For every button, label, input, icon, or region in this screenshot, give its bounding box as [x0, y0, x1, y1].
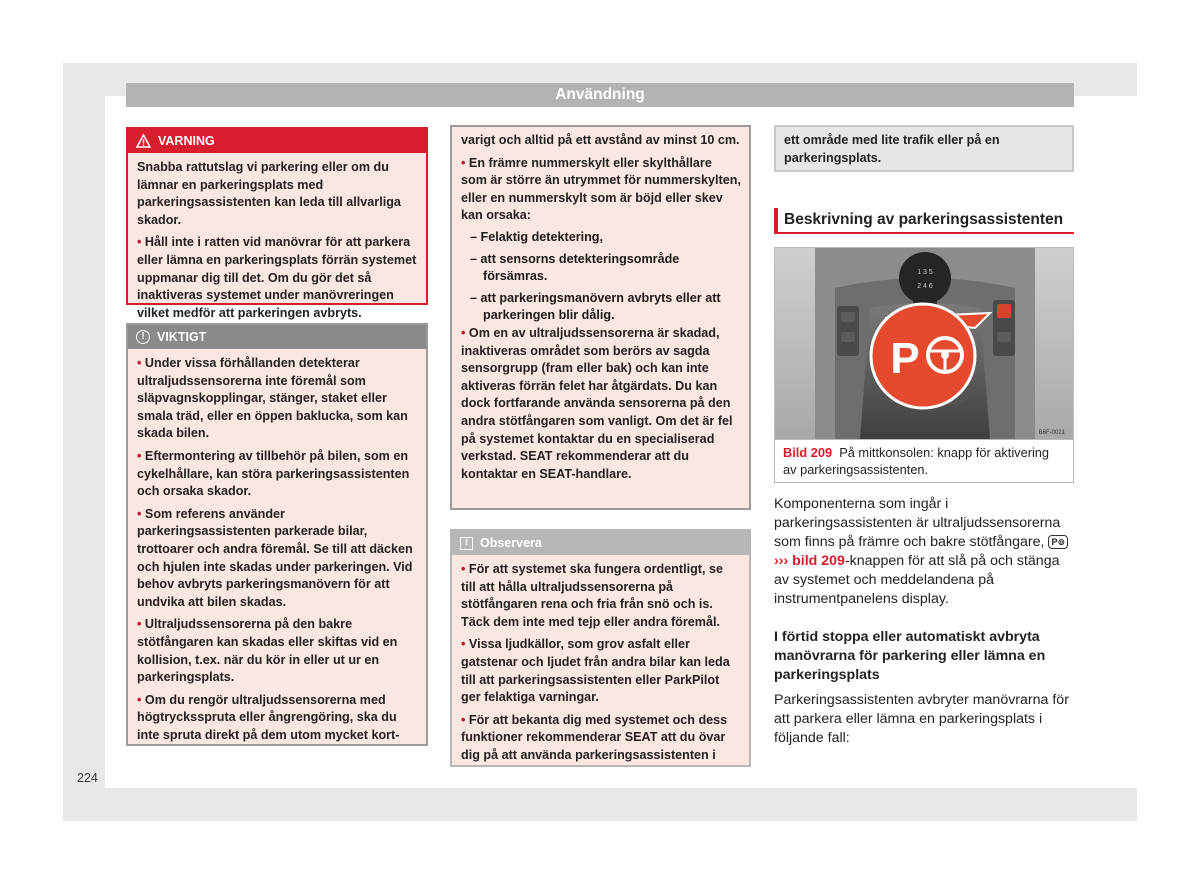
body-paragraph: Komponenterna som ingår i parkeringsassistenten är ultraljudssensorerna som finns på främre och bakre stötfångare, P⊚ ››› bild 209-knappen för att slå på och stänga av systemet och meddelandena på instrumentpanelens display. [774, 495, 1074, 609]
gear-label-bottom: 2 4 6 [917, 283, 933, 290]
figure-code: B6F-0021 [1038, 430, 1065, 436]
dash-item: – att parkeringsmanövern avbryts eller att parkeringen blir dålig. [470, 290, 721, 323]
section-title: Beskrivning av parkeringsassistenten [774, 208, 1074, 234]
bullet-icon: • [137, 356, 145, 370]
section-header: Användning [126, 83, 1074, 107]
bullet-icon: • [137, 617, 145, 632]
important-bullet: • Under vissa förhållanden detekterar ultraljudssensorerna inte föremål som släpvagnskopplingar, stänger, staket eller smala träd, eller en öppen baklucka, som kan skada bilen. [137, 356, 408, 441]
important-bullet: • Som referens använder parkeringsassistenten parkerade bilar, trottoarer och andra föremål. Se till att däcken och hjulen inte skadas under parkeringen. Vid behov avbryts parkeringsmanövern för att undvika att bilen skadas. [137, 506, 413, 609]
bullet-icon: • [137, 235, 145, 250]
body-subheading: I förtid stoppa eller automatiskt avbryta manövrarna för parkering eller lämna en parkeringsplats [774, 629, 1046, 683]
warning-title: VARNING [158, 134, 215, 148]
note-box-continued [774, 125, 1074, 172]
warning-box [126, 127, 428, 320]
important-bullet: • Om du rengör ultraljudssensorerna med högtrycksspruta eller ångrengöring, ska du inte spruta direkt på dem utom mycket kort- [137, 692, 400, 742]
important-box [126, 323, 428, 746]
note-bullet: • För att bekanta dig med systemet och dess funktioner rekommenderar SEAT att du övar dig på att använda parkeringsassistenten i [461, 712, 728, 762]
gear-label-top: 1 3 5 [917, 269, 933, 276]
note-cont-text: ett område med lite trafik eller på en parkeringsplats. [784, 133, 1000, 165]
bullet-icon: • [461, 325, 469, 340]
warning-bullet: • Håll inte i ratten vid manövrar för att parkera eller lämna en parkeringsplats förrän systemet uppmanar dig till det. Om du gör det så inaktiveras systemet under manövreringen vilket medför att parkeringen avbryts. [137, 235, 417, 320]
important-bullet: • Om en av ultraljudssensorerna är skadad, inaktiveras området som berörs av sagda sensorgrupp (fram eller bak) och kan inte aktiveras förrän felet har åtgärdats. Du kan dock fortfarande använda sensorerna på den andra stötfångaren som vanligt. Om det är fel på systemet kontaktar du en specialiserad verkstad. SEAT rekommenderar att du kontaktar en SEAT-handlare. [461, 325, 733, 481]
bullet-icon: • [461, 637, 469, 652]
page-number: 224 [77, 771, 98, 785]
note-bullet: • För att systemet ska fungera ordentligt, se till att hålla ultraljudssensorerna på stötfångaren rena och fria från snö och is. Täck dem inte med tejp eller andra föremål. [461, 562, 723, 629]
dash-item: – Felaktig detektering, [470, 229, 603, 244]
note-title: Observera [480, 536, 542, 550]
warning-box-header [128, 129, 426, 153]
figure-caption-text: På mittkonsolen: knapp för aktivering av parkeringsassistenten. [783, 445, 1050, 477]
park-assist-button-icon: P⊚ [1048, 535, 1068, 549]
warning-triangle-icon [136, 134, 151, 148]
important-bullet: • Eftermontering av tillbehör på bilen, som en cykelhållare, kan störa parkeringsassistenten och orsaka skador. [137, 448, 410, 499]
warning-text: Snabba rattutslag vi parkering eller om du lämnar en parkeringsplats med parkeringsassistenten kan leda till allvarliga skador. [137, 160, 401, 227]
important-bullet: • Ultraljudssensorerna på den bakre stötfångaren kan skadas eller skiftas vid en kollision, t.ex. när du kör in eller ut ur en parkeringsplats. [137, 617, 398, 685]
important-bullet: • En främre nummerskylt eller skylthållare som är större än utrymmet för nummerskylten, eller en nummerskylt som är böjd eller skev kan orsaka: [461, 155, 741, 223]
bullet-icon: • [461, 712, 469, 727]
important-box-continued [450, 125, 751, 510]
figure-caption-label: Bild 209 [783, 445, 833, 460]
figure-reference-link[interactable]: ››› bild 209 [774, 553, 845, 569]
note-bullet: • Vissa ljudkällor, som grov asfalt eller gatstenar och ljudet från andra bilar kan leda till att parkeringsassistenten eller ParkPilot ger felaktiga varningar. [461, 637, 730, 705]
body-paragraph: Parkeringsassistenten avbryter manövrarna för att parkera eller lämna en parkeringsplats i följande fall: [774, 692, 1069, 746]
bullet-icon: • [461, 155, 469, 170]
important-title: VIKTIGT [157, 330, 207, 344]
important-box-header [128, 325, 426, 349]
figure-center-console [774, 247, 1074, 440]
figure-caption [774, 440, 1074, 483]
info-icon: i [460, 537, 473, 550]
note-box-header [452, 531, 749, 555]
bullet-icon: • [461, 562, 469, 576]
bullet-icon: • [137, 448, 145, 463]
important-cont-lead: varigt och alltid på ett avstånd av minst 10 cm. [461, 133, 740, 147]
note-box [450, 529, 751, 767]
dash-item: – att sensorns detekteringsområde försämras. [470, 251, 680, 284]
bullet-icon: • [137, 506, 145, 521]
svg-text:P: P [890, 334, 920, 383]
center-console-illustration [775, 248, 1073, 439]
bullet-icon: • [137, 692, 145, 707]
exclamation-icon: ! [136, 330, 150, 344]
